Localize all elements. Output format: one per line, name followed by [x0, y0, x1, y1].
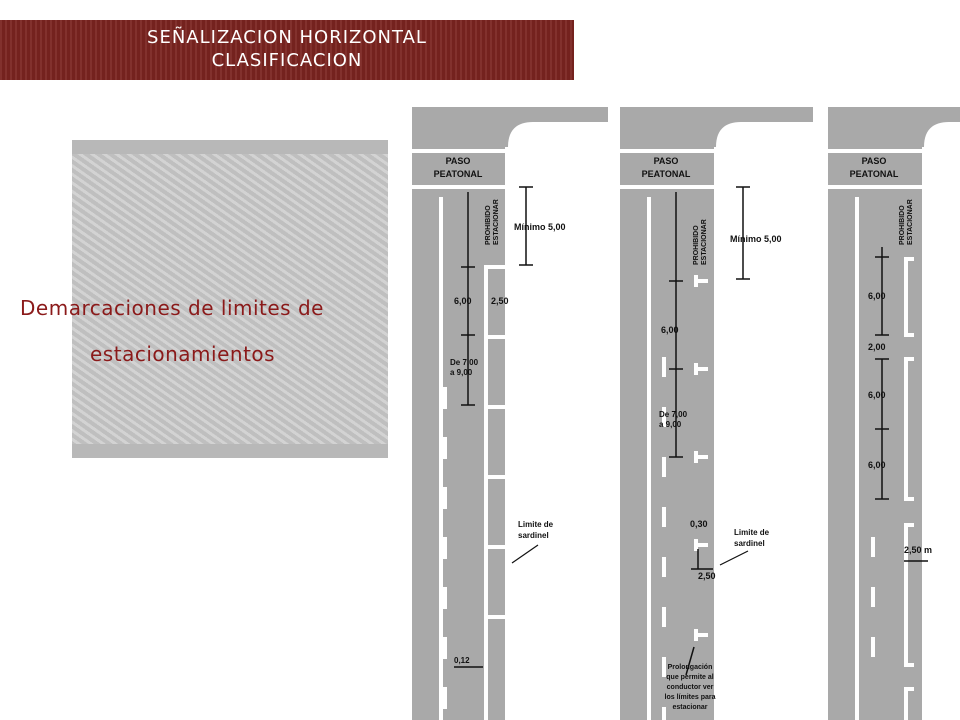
estacionar-3: ESTACIONAR	[907, 199, 914, 245]
dim-250-1: 2,50	[491, 296, 509, 306]
dim-600-2: 6,00	[661, 325, 679, 335]
prohibido-3: PROHIBIDO	[899, 205, 906, 245]
parking-diagram	[408, 107, 960, 720]
road-1	[412, 107, 508, 720]
dim-de700-2: De 7,00	[659, 410, 688, 419]
texture-stripe-top	[72, 140, 388, 154]
dim-200-3: 2,00	[868, 342, 886, 352]
dim-de700-1: De 7,00	[450, 358, 479, 367]
title-line-1: SEÑALIZACION HORIZONTAL	[147, 27, 427, 48]
dim-600-1: 6,00	[454, 296, 472, 306]
paso-label-3: PASO	[861, 156, 887, 166]
limite-label-2: Limite de	[734, 528, 770, 537]
prohibido-1: PROHIBIDO	[485, 205, 492, 245]
peatonal-label-3: PEATONAL	[849, 169, 899, 179]
caption-line-2: estacionamientos	[90, 342, 276, 366]
estacionar-1: ESTACIONAR	[493, 199, 500, 245]
title-line-2: CLASIFICACION	[211, 50, 363, 71]
dim-250m-3: 2,50 m	[904, 545, 933, 555]
dim-a900-2: a 9,00	[659, 420, 682, 429]
minimo-label-2: Mínimo 5,00	[730, 234, 782, 244]
panel-3	[828, 107, 960, 720]
texture-stripe-bottom	[72, 444, 388, 458]
paso-label-2: PASO	[653, 156, 679, 166]
limite-label-1: Limite de	[518, 520, 554, 529]
prolongacion-4: los límites para	[664, 694, 716, 701]
sardinel-label-2: sardinel	[734, 539, 765, 548]
sardinel-label-1: sardinel	[518, 531, 549, 540]
peatonal-label-2: PEATONAL	[641, 169, 691, 179]
dim-250-2: 2,50	[698, 571, 716, 581]
dim-600-3a: 6,00	[868, 291, 886, 301]
peatonal-label-1: PEATONAL	[433, 169, 483, 179]
paso-label-1: PASO	[445, 156, 471, 166]
prolongacion-5: estacionar	[672, 704, 708, 711]
road-3	[828, 107, 924, 720]
dim-600-3c: 6,00	[868, 460, 886, 470]
dim-012-1: 0,12	[454, 656, 470, 665]
prolongacion-1: Prolongación	[667, 664, 713, 671]
estacionar-2: ESTACIONAR	[701, 219, 708, 265]
dim-a900-1: a 9,00	[450, 368, 473, 377]
panel-1	[412, 107, 608, 720]
dim-030-2: 0,30	[690, 519, 708, 529]
prohibido-2: PROHIBIDO	[693, 225, 700, 265]
panel-2	[620, 107, 813, 720]
title-banner	[0, 20, 574, 80]
caption-line-1: Demarcaciones de limites de	[20, 296, 324, 320]
dim-600-3b: 6,00	[868, 390, 886, 400]
prolongacion-3: conductor ver	[666, 684, 714, 691]
prolongacion-2: que permite al	[666, 674, 714, 681]
minimo-label-1: Mínimo 5,00	[514, 222, 566, 232]
